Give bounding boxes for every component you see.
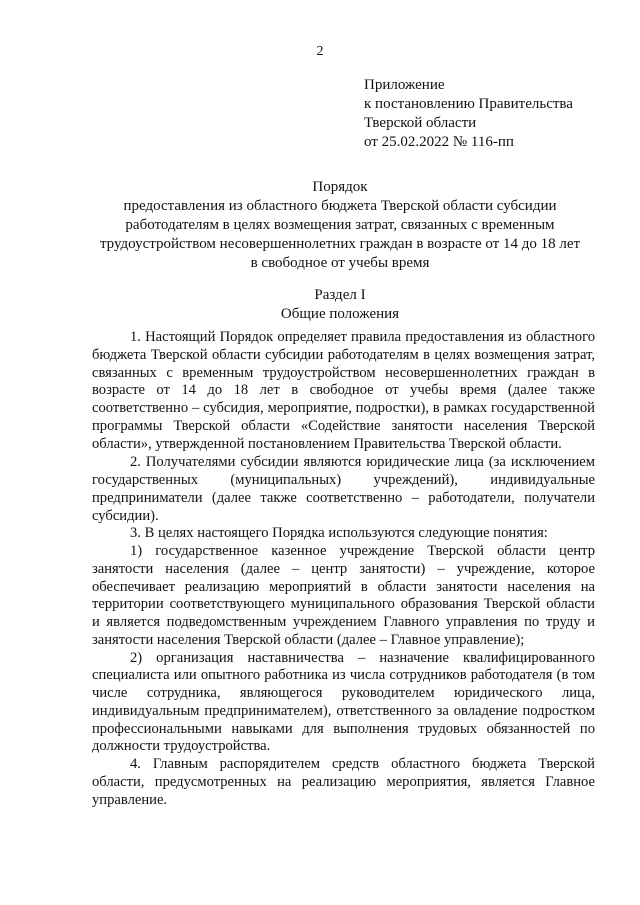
paragraph-2: 2. Получателями субсидии являются юридические лица (за исключением государственных (муниципальных) учреждений), индивидуальные предприниматели (далее также соответственно – работодатели, получатели субсидии).: [92, 454, 595, 524]
page-number: 2: [316, 44, 324, 59]
paragraph-3-item-2: 2) организация наставничества – назначение квалифицированного специалиста или опытного работника из числа сотрудников работодателя (в том числе сотрудника, являющегося руководителем юридического лица, индивидуальным предпринимателем), ответственного за овладение подростком профессиональными навыками для выполнения трудовых обязанностей по должности трудоустройства.: [92, 649, 595, 755]
appendix-line: к постановлению Правительства: [364, 96, 573, 112]
paragraph-3: 3. В целях настоящего Порядка используются следующие понятия:: [130, 525, 548, 542]
title-line: работодателям в целях возмещения затрат, связанных с временным: [125, 217, 555, 233]
title-line: в свободное от учебы время: [250, 255, 430, 271]
appendix-block: [364, 76, 573, 152]
title-heading: Порядок: [312, 179, 368, 195]
section-number: Раздел I: [314, 287, 366, 303]
paragraph-1: 1. Настоящий Порядок определяет правила предоставления из областного бюджета Тверской области субсидии работодателям в целях возмещения затрат, связанных с временным трудоустройством несовершеннолетних граждан в возрасте от 14 до 18 лет в свободное от учебы время (далее также соответственно – субсидия, мероприятие, подростки), в рамках государственной программы Тверской области «Содействие занятости населения Тверской области», утвержденной постановлением Правительства Тверской области.: [92, 329, 595, 452]
appendix-line: Тверской области: [364, 115, 477, 131]
section-heading: [80, 286, 600, 324]
paragraph-3-item-1: 1) государственное казенное учреждение Тверской области центр занятости населения (далее – центр занятости) – учреждение, которое обеспечивает реализацию мероприятий в области занятости населения на территории соответствующего муниципального образования Тверской области и является подведомственным учреждением Главного управления по труду и занятости населения Тверской области (далее – Главное управление);: [92, 543, 595, 648]
appendix-line: Приложение: [364, 77, 445, 93]
paragraph-4: 4. Главным распорядителем средств областного бюджета Тверской области, предусмотренных на реализацию мероприятия, является Главное управление.: [92, 756, 595, 808]
appendix-date-number: от 25.02.2022 № 116-пп: [364, 134, 514, 150]
document-title: [80, 178, 600, 273]
title-line: трудоустройством несовершеннолетних граждан в возрасте от 14 до 18 лет: [99, 236, 581, 252]
document-body: [92, 329, 595, 809]
section-name: Общие положения: [280, 306, 400, 322]
title-line: предоставления из областного бюджета Тверской области субсидии: [123, 198, 557, 214]
